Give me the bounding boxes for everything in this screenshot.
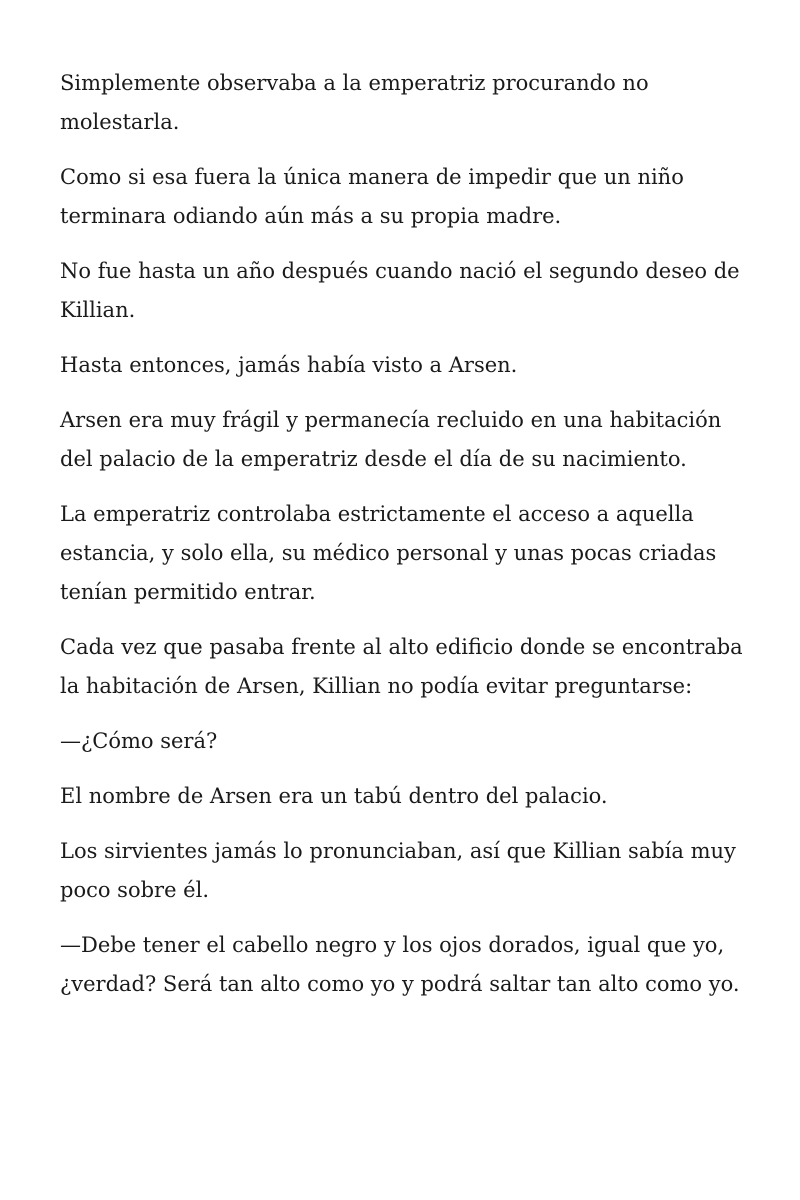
- dialogue-line: —¿Cómo será?: [60, 729, 218, 753]
- paragraph: Hasta entonces, jamás había visto a Arsen.: [60, 353, 518, 377]
- paragraph: Como si esa fuera la única manera de impedir que un niño terminara odiando aún más a su propia madre.: [60, 165, 684, 228]
- paragraph: La emperatriz controlaba estrictamente el acceso a aquella estancia, y solo ella, su médico personal y unas pocas criadas tenían permitido entrar.: [60, 502, 717, 604]
- paragraph: Cada vez que pasaba frente al alto edificio donde se encontraba la habitación de Arsen, Killian no podía evitar preguntarse:: [60, 635, 743, 698]
- paragraph: El nombre de Arsen era un tabú dentro del palacio.: [60, 784, 608, 808]
- paragraph: Los sirvientes jamás lo pronunciaban, así que Killian sabía muy poco sobre él.: [60, 839, 736, 902]
- paragraph: Simplemente observaba a la emperatriz procurando no molestarla.: [60, 71, 649, 134]
- paragraph: No fue hasta un año después cuando nació el segundo deseo de Killian.: [60, 259, 740, 322]
- paragraph: Arsen era muy frágil y permanecía recluido en una habitación del palacio de la emperatriz desde el día de su nacimiento.: [60, 408, 722, 471]
- dialogue-line: —Debe tener el cabello negro y los ojos dorados, igual que yo, ¿verdad? Será tan alto como yo y podrá saltar tan alto como yo.: [60, 933, 740, 996]
